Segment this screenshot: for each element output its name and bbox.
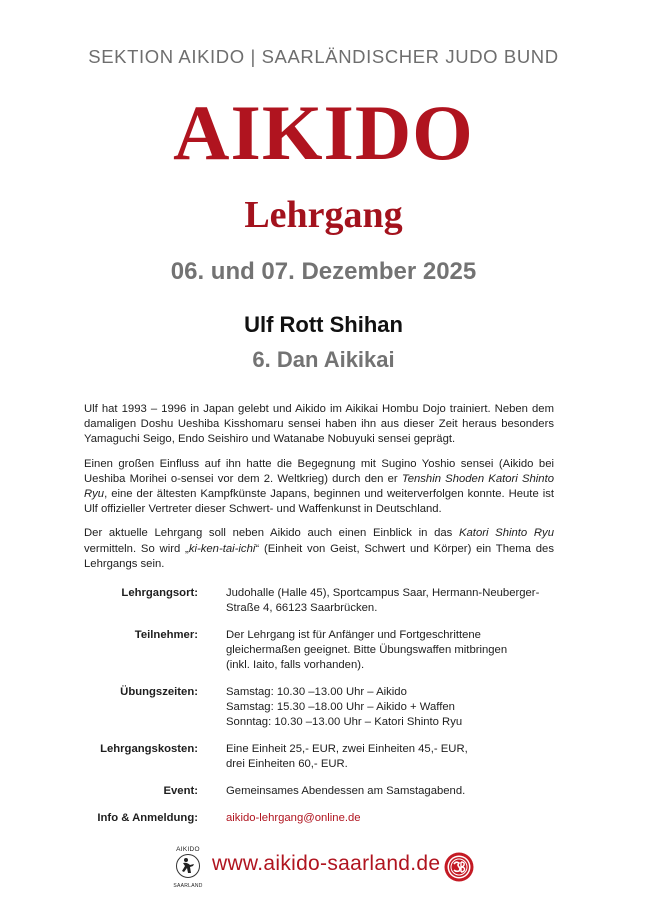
- location-value: [226, 586, 566, 616]
- italic-term: ki-ken-tai-ichi: [188, 542, 256, 555]
- contact-value: [226, 811, 566, 826]
- event-date: 06. und 07. Dezember 2025: [170, 258, 477, 285]
- participants-value: [226, 628, 566, 673]
- event-value: [226, 784, 566, 799]
- times-line: Sonntag: 10.30 –13.00 Uhr – Katori Shinto Ryu: [226, 716, 463, 728]
- times-line: Samstag: 15.30 –18.00 Uhr – Aikido + Waffen: [226, 701, 455, 713]
- contact-label: Info & Anmeldung:: [97, 812, 198, 824]
- logo-top-text: AIKIDO: [176, 846, 200, 853]
- text-span: , eine der ältesten Kampfkünste Japans, beginnen und weiterverfolgen konnte. Heute ist Ulf offizieller Vertreter dieser Schwert- und Waffenkunst in Deutschland.: [84, 488, 554, 516]
- location-label: Lehrgangsort:: [121, 587, 198, 599]
- event-label: Event:: [163, 785, 198, 797]
- main-title: AIKIDO: [173, 89, 474, 176]
- info-row-participants: [0, 628, 647, 673]
- info-row-costs: [0, 742, 647, 772]
- teacher-rank: 6. Dan Aikikai: [252, 347, 395, 372]
- text-span: Der aktuelle Lehrgang soll neben Aikido auch einen Einblick in das: [84, 527, 459, 540]
- organization-header: SEKTION AIKIDO | SAARLÄNDISCHER JUDO BUND: [88, 46, 559, 67]
- costs-line: Eine Einheit 25,- EUR, zwei Einheiten 45,- EUR,: [226, 743, 468, 755]
- text-span: vermitteln. So wird „: [84, 542, 189, 555]
- costs-label: Lehrgangskosten:: [100, 743, 198, 755]
- costs-line: drei Einheiten 60,- EUR.: [226, 758, 348, 770]
- text-span: “ (Einheit von Geist, Schwert und Körper) ein Thema des Lehrgangs sein.: [84, 542, 554, 570]
- info-row-event: [0, 784, 647, 799]
- aikido-saarland-logo: [168, 846, 208, 889]
- contact-email-link[interactable]: aikido-lehrgang@online.de: [226, 812, 361, 824]
- italic-term: Tenshin Shoden Katori Shinto Ryu: [84, 472, 554, 501]
- participants-line: (inkl. Iaito, falls vorhanden).: [226, 659, 365, 671]
- times-value: [226, 685, 566, 730]
- times-label: Übungszeiten:: [120, 686, 198, 698]
- aikido-figure-icon: [175, 853, 201, 879]
- location-line: Straße 4, 66123 Saarbrücken.: [226, 602, 378, 614]
- info-row-contact: [0, 811, 647, 826]
- website-link[interactable]: www.aikido-saarland.de: [212, 852, 441, 875]
- italic-term: Katori Shinto Ryu: [458, 527, 554, 540]
- info-row-location: [0, 586, 647, 616]
- description: [84, 402, 554, 581]
- teacher-name: Ulf Rott Shihan: [244, 312, 403, 337]
- logo-bottom-text: SAARLAND: [173, 883, 203, 889]
- info-table: [0, 586, 647, 838]
- description-paragraph-3: [84, 526, 554, 572]
- event-line: Gemeinsames Abendessen am Samstagabend.: [226, 785, 466, 797]
- info-row-times: [0, 685, 647, 730]
- description-paragraph-2: [84, 457, 554, 518]
- location-line: Judohalle (Halle 45), Sportcampus Saar, Hermann-Neuberger-: [226, 587, 540, 599]
- subtitle: Lehrgang: [244, 194, 403, 236]
- participants-line: Der Lehrgang ist für Anfänger und Fortgeschrittene: [226, 629, 481, 641]
- judo-bund-seal-icon: [444, 852, 474, 882]
- description-paragraph-1: Ulf hat 1993 – 1996 in Japan gelebt und Aikido im Aikikai Hombu Dojo trainiert. Neben dem damaligen Doshu Ueshiba Kisshomaru sensei haben ihn aus dieser Zeit heraus besonders Yamaguchi Seigo, Endo Seishiro und Watanabe Nobuyuki sensei geprägt.: [84, 403, 554, 446]
- times-line: Samstag: 10.30 –13.00 Uhr – Aikido: [226, 686, 407, 698]
- participants-label: Teilnehmer:: [134, 629, 198, 641]
- costs-value: [226, 742, 566, 772]
- text-span: Einen großen Einfluss auf ihn hatte die Begegnung mit Sugino Yoshio sensei (Aikido bei Ueshiba Morihei o-sensei vor dem 2. Weltkrieg) durch den er: [84, 457, 554, 485]
- participants-line: gleichermaßen geeignet. Bitte Übungswaffen mitbringen: [226, 644, 508, 656]
